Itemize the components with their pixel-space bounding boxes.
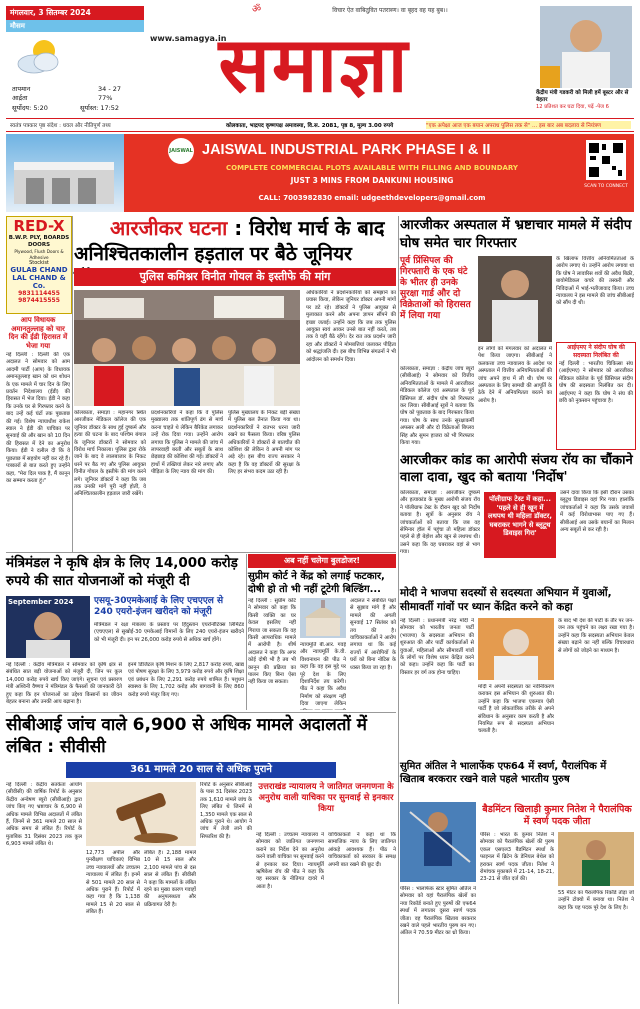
left-ad-brand: RED-X	[13, 217, 65, 235]
story-left-small-body: नई दिल्ली : दिल्ली की एक अदालत ने सोमवार को आम आदमी पार्टी (आप) के विधायक अमानतुल्लाह खान को धन शोधन के एक मामले में चार दिन के लिए प्रवर्तन निदेशालय (ईडी) की हिरासत में भेज दिया। ईडी ने कहा कि उनके घर से गिरफ्तार करने के बाद उन्हें कई घंटों तक पूछताछ की गई। विशेष न्यायाधीश राकेश स्याल ने ईडी की याचिका पर सुनवाई की और खान को 10 दिन की हिरासत में देने का अनुरोध किया। ईडी ने दलील दी कि वे पूछताछ में सहयोग नहीं कर रहे हैं। पत्रकारों से बात करते हुए उन्होंने कहा, "मेरा दिल पाक है, मैं कानून का सम्मान करता हूं।"	[6, 352, 70, 484]
story-sc-col1: नई दिल्ली : सुप्रीम कोर्ट ने सोमवार को कहा कि किसी व्यक्ति का घर केवल इसलिए नहीं गिराया जा सकता कि वह किसी आपराधिक मामले में आरोपी है। शीर्ष अदालत ने कहा कि अगर कोई दोषी भी है तब भी कानून की प्रक्रिया का पालन किए बिना ऐसा नहीं किया जा सकता।	[248, 598, 296, 686]
divider	[398, 216, 399, 1004]
left-ad-phone1: 9831114455	[18, 290, 60, 297]
story-nitesh-col2: 55 मीटर का पैरालंपिक रिकॉर्ड तोड़ा जो उन्होंने टोक्यो में बनाया था। नितेश ने कहा कि यह पदक पूरे देश के लिए है।	[558, 890, 634, 911]
story-court-col2: याचिकाकर्ता ने कहा था कि सामाजिक न्याय के लिए जातिगत आंकड़े आवश्यक हैं। पीठ ने याचिकाकर्ता को सरकार के समक्ष अपनी बात रखने की छूट दी।	[328, 832, 396, 868]
story-cbi-headline: सीबीआई जांच वाले 6,900 से अधिक मामले अदालतों में लंबित : सीवीसी	[6, 715, 367, 757]
ad-line2: JUST 3 MINS FROM DANKUNI HOUSING	[290, 176, 454, 185]
story-sc-banner: अब नहीं चलेगा बुलडोजर!	[283, 556, 361, 565]
info-line: स्वतंत्र पत्रकार पृष्ठ संदेश : धवल और नीतिपूर्ण तथ्य	[10, 123, 111, 129]
ima-box-body: नई दिल्ली : भारतीय चिकित्सा संघ (आईएमए) ने सोमवार को आरजीकर मेडिकल कॉलेज के पूर्व प्रिंसिपल संदीप घोष की सदस्यता निलंबित कर दी। आईएमए ने कहा कि घोष ने संघ की छवि को नुकसान पहुंचाया है।	[559, 361, 633, 405]
story-sanjay-pull: पॉलीग्राफ टेस्ट में कहा... 'पहले से ही खून में लथपथ थी महिला डॉक्टर, घबराकर भागने से ब्लूटूथ डिवाइस गिरा'	[487, 495, 553, 537]
story-main-headline: अनिश्चितकालीन हड़ताल पर बैठे जूनियर	[74, 243, 352, 265]
info-place: कोलकाता, भाद्रपद कृष्णपक्ष अमावस्या, वि.स. 2081, पृष्ठ 8, मूल्य 3.00 रुपये	[226, 123, 394, 129]
divider	[72, 216, 73, 552]
story-nitesh	[400, 802, 634, 1004]
story-main-subhead: पुलिस कमिश्नर विनीत गोयल के इस्तीफे की मांग	[139, 270, 331, 283]
kicker-text: आरजीकर घटना	[110, 216, 228, 240]
masthead	[0, 0, 640, 135]
sc-building-photo	[300, 598, 346, 638]
story-ghosh	[400, 216, 634, 448]
story-cbi-sub-bar	[66, 762, 336, 778]
story-agri	[6, 554, 244, 710]
story-main-col4: अधिकारियों ने प्रदर्शनकारियों को समझाने का प्रयास किया, लेकिन जूनियर डॉक्टर अपनी मांगों पर डटे रहे। डॉक्टरों ने पुलिस आयुक्त से मुलाकात करने और अपना ज्ञापन सौंपने की इच्छा जताई। उन्होंने कहा कि जब तक पुलिस आयुक्त स्वयं आकर उनसे बात नहीं करते, तब तक वे यहीं बैठे रहेंगे। देर रात तक प्रदर्शन जारी रहा और डॉक्टरों ने मोमबत्तियां जलाकर पीड़िता को श्रद्धांजलि दी। इस बीच विभिन्न संगठनों ने भी आंदोलन को समर्थन दिया।	[306, 290, 396, 363]
story-sc-col3: अदालत ने संबंधित पक्षों से सुझाव मांगे हैं और मामले की अगली सुनवाई 17 सितंबर को तय की है। याचिकाकर्ताओं ने आरोप लगाया था कि कई राज्यों में आरोपियों के घरों को बिना नोटिस के ध्वस्त किया जा रहा है।	[350, 598, 396, 671]
antil-photo	[400, 802, 476, 882]
story-sanjay-col1: कोलकाता, समाज्ञा : आरजीकर दुष्कर्म और हत्याकांड के मुख्य आरोपी संजय रॉय ने पॉलीग्राफ टेस्ट के दौरान खुद को निर्दोष बताया है। सूत्रों के अनुसार रॉय ने जांचकर्ताओं को बताया कि जब वह सेमिनार हॉल में पहुंचा तो महिला डॉक्टर पहले से ही बेहोश और खून से लथपथ थी। उसने कहा कि वह घबराकर वहां से भाग गया।	[400, 490, 480, 556]
story-cbi-col1: नई दिल्ली : केंद्रीय सतर्कता आयोग (सीवीसी) की वार्षिक रिपोर्ट के अनुसार केंद्रीय अन्वेषण ब्यूरो (सीबीआई) द्वारा जांच किए गए भ्रष्टाचार के 6,900 से अधिक मामले विभिन्न अदालतों में लंबित हैं, जिनमें से 361 मामले 20 साल से अधिक समय से लंबित हैं। रिपोर्ट के मुताबिक 31 दिसंबर 2023 तक कुल 6,903 मामले लंबित थे।	[6, 782, 82, 848]
story-ghosh-pull: पूर्व प्रिंसिपल की गिरफ्तारी के एक घंटे के भीतर ही उनके सुरक्षा गार्ड और दो विक्रेताओं को हिरासत में लिया गया	[400, 256, 471, 321]
story-main-col3: पुलिस मुख्यालय के निकट बड़ी संख्या में पुलिस बल तैनात किया गया था। प्रदर्शनकारियों ने रातभर धरना जारी रखने का फैसला किया। वरिष्ठ पुलिस अधिकारियों ने डॉक्टरों से बातचीत की कोशिश की लेकिन वे अपनी मांग पर अड़े रहे। इस बीच राज्य सरकार ने कहा है कि वह डॉक्टरों की सुरक्षा के लिए हर संभव कदम उठा रही है।	[228, 410, 300, 476]
story-agri-col3: मंत्रिमंडल ने रक्षा मंत्रालय के प्रस्ताव पर हिंदुस्तान एयरोनॉटिक्स लिमिटेड (एचएएल) से सुखोई-30 एमकेआई विमानों के लिए 240 एयरो-इंजन खरीदने को भी मंजूरी दी। इन पर 26,000 करोड़ रुपये से अधिक खर्च होंगे।	[94, 622, 244, 643]
story-cbi-sub: 361 मामले 20 साल से अधिक पुराने	[130, 764, 272, 775]
newspaper-title: समाज्ञा	[218, 20, 410, 109]
story-nitesh-headline: बैडमिंटन खिलाड़ी कुमार नितेश ने पैरालंपिक में स्वर्ण पदक जीता	[482, 804, 632, 827]
slogan: विचार ऐत वाबितु्वित पतराब्ण। वा बृहद वह यह बुब।।	[332, 7, 448, 14]
ad-title: JAISWAL INDUSTRIAL PARK PHASE I & II	[202, 142, 491, 158]
story-agri-headline: मंत्रिमंडल ने कृषि क्षेत्र के लिए 14,000 करोड़ रुपये की सात योजनाओं को मंजूरी दी	[6, 555, 238, 589]
story-cbi-col3: लंबित हैं। 2,188 मामले 10 से 15 साल और 2,100 मामले पांच से दस साल से लंबित हैं। सीवीसी ने कहा कि मामलों के लंबित रहने का मुख्य कारण गवाहों की अनुपलब्धता और प्रक्रियागत देरी है।	[144, 850, 196, 908]
story-agri-sub: एसयू-30एमकेआई के लिए एचएएल से 240 एयरो-इंजन खरीदने को मंजूरी	[94, 596, 224, 617]
story-main-col2: प्रदर्शनकारियों ने कहा कि वे पुलिस मुख्यालय तक शांतिपूर्ण ढंग से मार्च करना चाहते थे लेकिन बैरिकेड लगाकर उन्हें रोक दिया गया। उन्होंने आरोप लगाया कि पुलिस ने मामले की जांच में लापरवाही बरती और सबूतों के साथ छेड़छाड़ की कोशिश की गई। डॉक्टरों ने हाथों में तख्तियां लेकर नारे लगाए और पीड़िता के लिए न्याय की मांग की।	[151, 410, 223, 476]
left-ad-name: GULAB CHAND LAL CHAND & Co.	[10, 266, 68, 290]
story-sanjay-col2: उसने दावा किया कि इसी दौरान उसका ब्लूटूथ डिवाइस वहां गिर गया। हालांकि जांचकर्ताओं ने कहा कि उसके जवाबों में कई विरोधाभास पाए गए हैं। सीबीआई अब उसके बयानों का मिलान अन्य सबूतों से कर रही है।	[560, 490, 634, 534]
story-left-small	[6, 316, 70, 550]
ima-box-title: आईएमए ने संदीप घोष की सदस्यता निलंबित की	[567, 344, 625, 359]
story-court	[256, 782, 396, 1004]
weather-box	[6, 6, 144, 114]
right-ref: 12 प्रतिशत कर घटा दिया, पढ़ें -पेज 6	[536, 104, 609, 110]
story-antil-col1: पेरिस : भालाफेंक स्टार सुमित अंतिल ने सोमवार को यहां पैरालंपिक खेलों का नया रिकॉर्ड बनाते हुए पुरुषों की एफ64 स्पर्धा में लगातार दूसरा स्वर्ण पदक जीता। वह पैरालंपिक खिताब बरकरार रखने वाले पहले भारतीय पुरुष बन गए। अंतिल ने 70.59 मीटर का थ्रो किया।	[400, 886, 476, 937]
story-sanjay-pull-box	[484, 492, 556, 558]
agri-photo-caption: September 2024	[8, 598, 74, 606]
date-bar: मंगलवार, 3 सितम्बर 2024	[6, 6, 144, 20]
story-modi-col2: मोदी ने अपनी सदस्यता का नवीनीकरण कराकर इस अभियान की शुरुआत की। उन्होंने कहा कि भाजपा एकमात्र ऐसी पार्टी है जो लोकतांत्रिक तरीके से अपने संविधान के अनुसार काम करती है और नियमित रूप से सदस्यता अभियान चलाती है।	[478, 684, 554, 735]
nitesh-photo	[558, 832, 634, 886]
weather-icon	[14, 36, 66, 76]
story-sc-headline: सुप्रीम कोर्ट ने केंद्र को लगाई फटकार, दोषी हो तो भी नहीं टूटेगी बिल्डिंग...	[248, 571, 385, 595]
story-sc-col2: न्यायमूर्ति बी.आर. गवई और न्यायमूर्ति के.वी. विश्वनाथन की पीठ ने कहा कि वह इस मुद्दे पर पूरे देश के लिए दिशानिर्देश तय करेगी। पीठ ने कहा कि अवैध निर्माण को संरक्षण नहीं दिया जाएगा लेकिन	[300, 642, 346, 708]
story-antil-headline: सुमित अंतिल ने भालाफेंक एफ64 में स्वर्ण, पैरालंपिक में खिताब बरकरार रखने वाले पहले भारतीय पुरुष	[400, 761, 607, 785]
right-photo	[540, 6, 632, 88]
qr-label: SCAN TO CONNECT	[584, 184, 628, 189]
humidity-value: 77%	[98, 94, 113, 102]
story-cbi-col4: रिपोर्ट के अनुसार सीबीआई के पास 31 दिसंबर 2023 तक 1,610 मामले जांच के लिए लंबित थे जिनमें से 1,350 मामले एक साल से अधिक पुराने थे। आयोग ने जांच में तेजी लाने की सिफारिश की है।	[200, 782, 252, 840]
story-ghosh-headline: आरजीकर अस्पताल में भ्रष्टाचार मामले में संदीप घोष समेत चार गिरफ्तार	[400, 217, 632, 251]
divider	[6, 552, 396, 553]
divider	[6, 712, 396, 713]
story-main-col1: कोलकाता, समाज्ञा : महानगर स्थित आरजीकर मेडिकल कॉलेज की एक जूनियर डॉक्टर के साथ हुई दुष्कर्म और हत्या की घटना के बाद पश्चिम बंगाल के जूनियर डॉक्टरों ने सोमवार को विरोध मार्च निकाला। पुलिस द्वारा रोके जाने के बाद वे लालबाजार के निकट धरने पर बैठ गए और पुलिस आयुक्त विनीत गोयल के इस्तीफे की मांग करने लगे। जूनियर डॉक्टरों ने कहा कि जब तक उनकी मांगें पूरी नहीं होतीं, वे अनिश्चितकालीन हड़ताल जारी रखेंगे।	[74, 410, 146, 498]
temp-value: 34 - 27	[98, 85, 122, 93]
left-ad-products: Plywood, Flush Doors & Adhesive	[14, 249, 64, 260]
protest-photo	[74, 290, 300, 406]
story-modi-headline: मोदी ने भाजपा सदस्यों से सदस्यता अभियान में युवाओं, सीमावर्ती गांवों पर ध्यान केंद्रित करने को कहा	[400, 587, 612, 613]
modi-photo	[478, 618, 554, 680]
story-modi-col3: के बाद भी देश की पार्टी के तौर पर जन-जन तक पहुंचने का लक्ष्य रखा गया है। उन्होंने कहा कि सदस्यता अभियान केवल संख्या बढ़ाने का नहीं बल्कि विचारधारा से लोगों को जोड़ने का माध्यम है।	[558, 618, 634, 654]
gavel-photo	[86, 782, 196, 846]
story-agri-col1: नई दिल्ली : केंद्रीय मंत्रिमंडल ने सोमवार को कृषि क्षेत्र से संबंधित सात बड़ी योजनाओं को मंजूरी दी, जिन पर कुल 14,000 करोड़ रुपये खर्च किए जाएंगे। सूचना एवं प्रसारण मंत्री अश्विनी वैष्णव ने मंत्रिमंडल के फैसलों की जानकारी देते हुए कहा कि इन योजनाओं का उद्देश्य किसानों का जीवन बेहतर बनाना और उनकी आय बढ़ाना है।	[6, 662, 122, 706]
om-icon: ॐ	[252, 4, 262, 15]
divider	[246, 554, 247, 710]
ad-logo-icon: JAISWAL	[168, 138, 194, 164]
ad-line1: COMPLETE COMMERCIAL PLOTS AVAILABLE WITH FILLING AND BOUNDARY	[225, 164, 519, 172]
left-ad[interactable]	[6, 216, 72, 314]
weather-label	[6, 20, 144, 32]
info-bar	[6, 118, 634, 132]
story-ghosh-col3: के खिलाफ वित्तीय अनियमितताओं के आरोप लगाए थे। उन्होंने आरोप लगाया था कि घोष ने लावारिस शवों की अवैध बिक्री, बायोमेडिकल कचरे की तस्करी और निविदाओं में भाई-भतीजावाद किया। उच्च न्यायालय ने इस मामले की जांच सीबीआई को सौंप दी थी।	[556, 256, 634, 307]
ticker: "एक अपेक्षा आज एक बयान अपराध पुलिस तक से" ... इस बार अब बदलाव से नियंत्रण	[426, 121, 631, 129]
story-modi	[400, 586, 634, 756]
ima-box	[556, 342, 636, 450]
story-court-headline: उत्तराखंड न्यायालय ने जातिगत जनगणना के अनुरोध वाली याचिका पर सुनवाई से इनकार किया	[258, 782, 394, 814]
story-ghosh-col2: इन लोगों को मंगलवार को अदालत में पेश किया जाएगा। सीबीआई ने कलकत्ता उच्च न्यायालय के आदेश पर अस्पताल में वित्तीय अनियमितताओं की जांच अपने हाथ में ली थी। घोष पर अस्पताल के लिए सामग्री की आपूर्ति के ठेके देने में अनियमितता बरतने का आरोप है।	[478, 346, 552, 404]
story-modi-col1: नई दिल्ली : प्रधानमंत्री नरेंद्र मोदी ने सोमवार को भारतीय जनता पार्टी (भाजपा) के सदस्यता अभियान की शुरुआत की और पार्टी कार्यकर्ताओं से युवाओं, महिलाओं और सीमावर्ती गांवों के लोगों पर विशेष ध्यान केंद्रित करने को कहा। उन्होंने कहा कि पार्टी का विस्तार हर वर्ग तक होना चाहिए।	[400, 618, 474, 676]
story-sanjay-headline: आरजीकर कांड का आरोपी संजय रॉय का चौंकाने वाला दावा, खुद को बताया 'निर्दोष'	[400, 453, 633, 485]
humidity-label: आर्द्रता	[12, 94, 28, 102]
sunset: सूर्यास्त: 17:52	[80, 104, 120, 112]
left-ad-stockist: Stockist	[29, 260, 49, 266]
ad-contact: CALL: 7003982830 email: udgeethdevelopers@gmail.com	[258, 194, 486, 202]
story-cbi-col2: 12,773 अपील और पुनरीक्षण याचिकाएं विभिन्न उच्च न्यायालयों और उच्चतम न्यायालय में लंबित हैं। इनमें से 501 मामले 20 साल से अधिक पुराने हैं। रिपोर्ट में कहा गया है कि 1,138 मामले 15 से 20 साल से लंबित हैं।	[86, 850, 140, 916]
ad-factory-image	[6, 134, 124, 212]
story-main-kicker: आरजीकर घटना : विरोध मार्च के बाद	[110, 216, 385, 240]
story-sanjay	[400, 452, 634, 582]
agri-photo	[6, 596, 90, 658]
story-main	[74, 216, 396, 550]
story-ghosh-col1: कोलकाता, समाज्ञा : केंद्रीय जांच ब्यूरो (सीबीआई) ने सोमवार को वित्तीय अनियमितताओं के मामले में आरजीकर मेडिकल कॉलेज एवं अस्पताल के पूर्व प्रिंसिपल डॉ. संदीप घोष को गिरफ्तार कर लिया। सीबीआई सूत्रों ने बताया कि घोष को पूछताछ के बाद गिरफ्तार किया गया। घोष के साथ उनके सुरक्षाकर्मी अफसर अली और दो विक्रेताओं बिप्लव सिंह और सुमन हाजरा को भी गिरफ्तार किया गया।	[400, 366, 474, 447]
ad-banner[interactable]	[6, 134, 634, 212]
story-cbi	[6, 714, 396, 1004]
sunrise: सूर्योदय: 5:20	[12, 104, 48, 112]
story-sc	[248, 554, 396, 710]
story-left-small-headline: आप विधायक अमानतुल्लाह को चार दिन की ईडी हिरासत में भेजा गया	[8, 316, 68, 350]
story-court-col1: नई दिल्ली : उच्चतम न्यायालय ने सोमवार को जातिगत जनगणना कराने का निर्देश देने का अनुरोध करने वाली याचिका पर सुनवाई करने से इनकार कर दिया। न्यायमूर्ति ऋषिकेश रॉय की पीठ ने कहा कि यह सरकार के नीतिगत दायरे में आता है।	[256, 832, 324, 890]
qr-code-icon	[586, 140, 626, 180]
weather-label-text: मौसम	[10, 22, 25, 30]
story-main-subhead-bar	[74, 268, 396, 286]
website: www.samagya.in	[150, 34, 227, 43]
story-nitesh-col1: पेरिस : भारत के कुमार नितेश ने सोमवार को पैरालंपिक खेलों की पुरुष एकल एसएल3 बैडमिंटन स्पर्धा के फाइनल में ब्रिटेन के डेनियल बेथेल को हराकर स्वर्ण पदक जीता। नितेश ने रोमांचक मुकाबले में 21-14, 18-21, 23-21 से जीत दर्ज की।	[480, 832, 554, 883]
kicker-headline: विरोध मार्च के बाद	[249, 216, 385, 240]
left-ad-sub: B.W.P. PLY, BOARDS DOORS	[8, 235, 70, 248]
left-ad-phone2: 9874415555	[18, 297, 60, 304]
story-agri-col2: इनमें डिजिटल कृषि मिशन के लिए 2,817 करोड़ रुपये, खाद्य एवं पोषण सुरक्षा के लिए 3,979 करोड़ रुपये और कृषि शिक्षा एवं प्रबंधन के लिए 2,291 करोड़ रुपये शामिल हैं। पशुधन स्वास्थ्य के लिए 1,702 करोड़ और बागवानी के लिए 860 करोड़ रुपये मंजूर किए गए।	[128, 662, 244, 698]
temp-label: तापमान	[12, 85, 31, 93]
ghosh-photo	[478, 256, 552, 342]
right-caption: केंद्रीय मंत्री गडकरी को मिली हमें बूस्टर और से बेहतर	[536, 90, 629, 103]
story-sc-banner-bar	[248, 554, 396, 568]
